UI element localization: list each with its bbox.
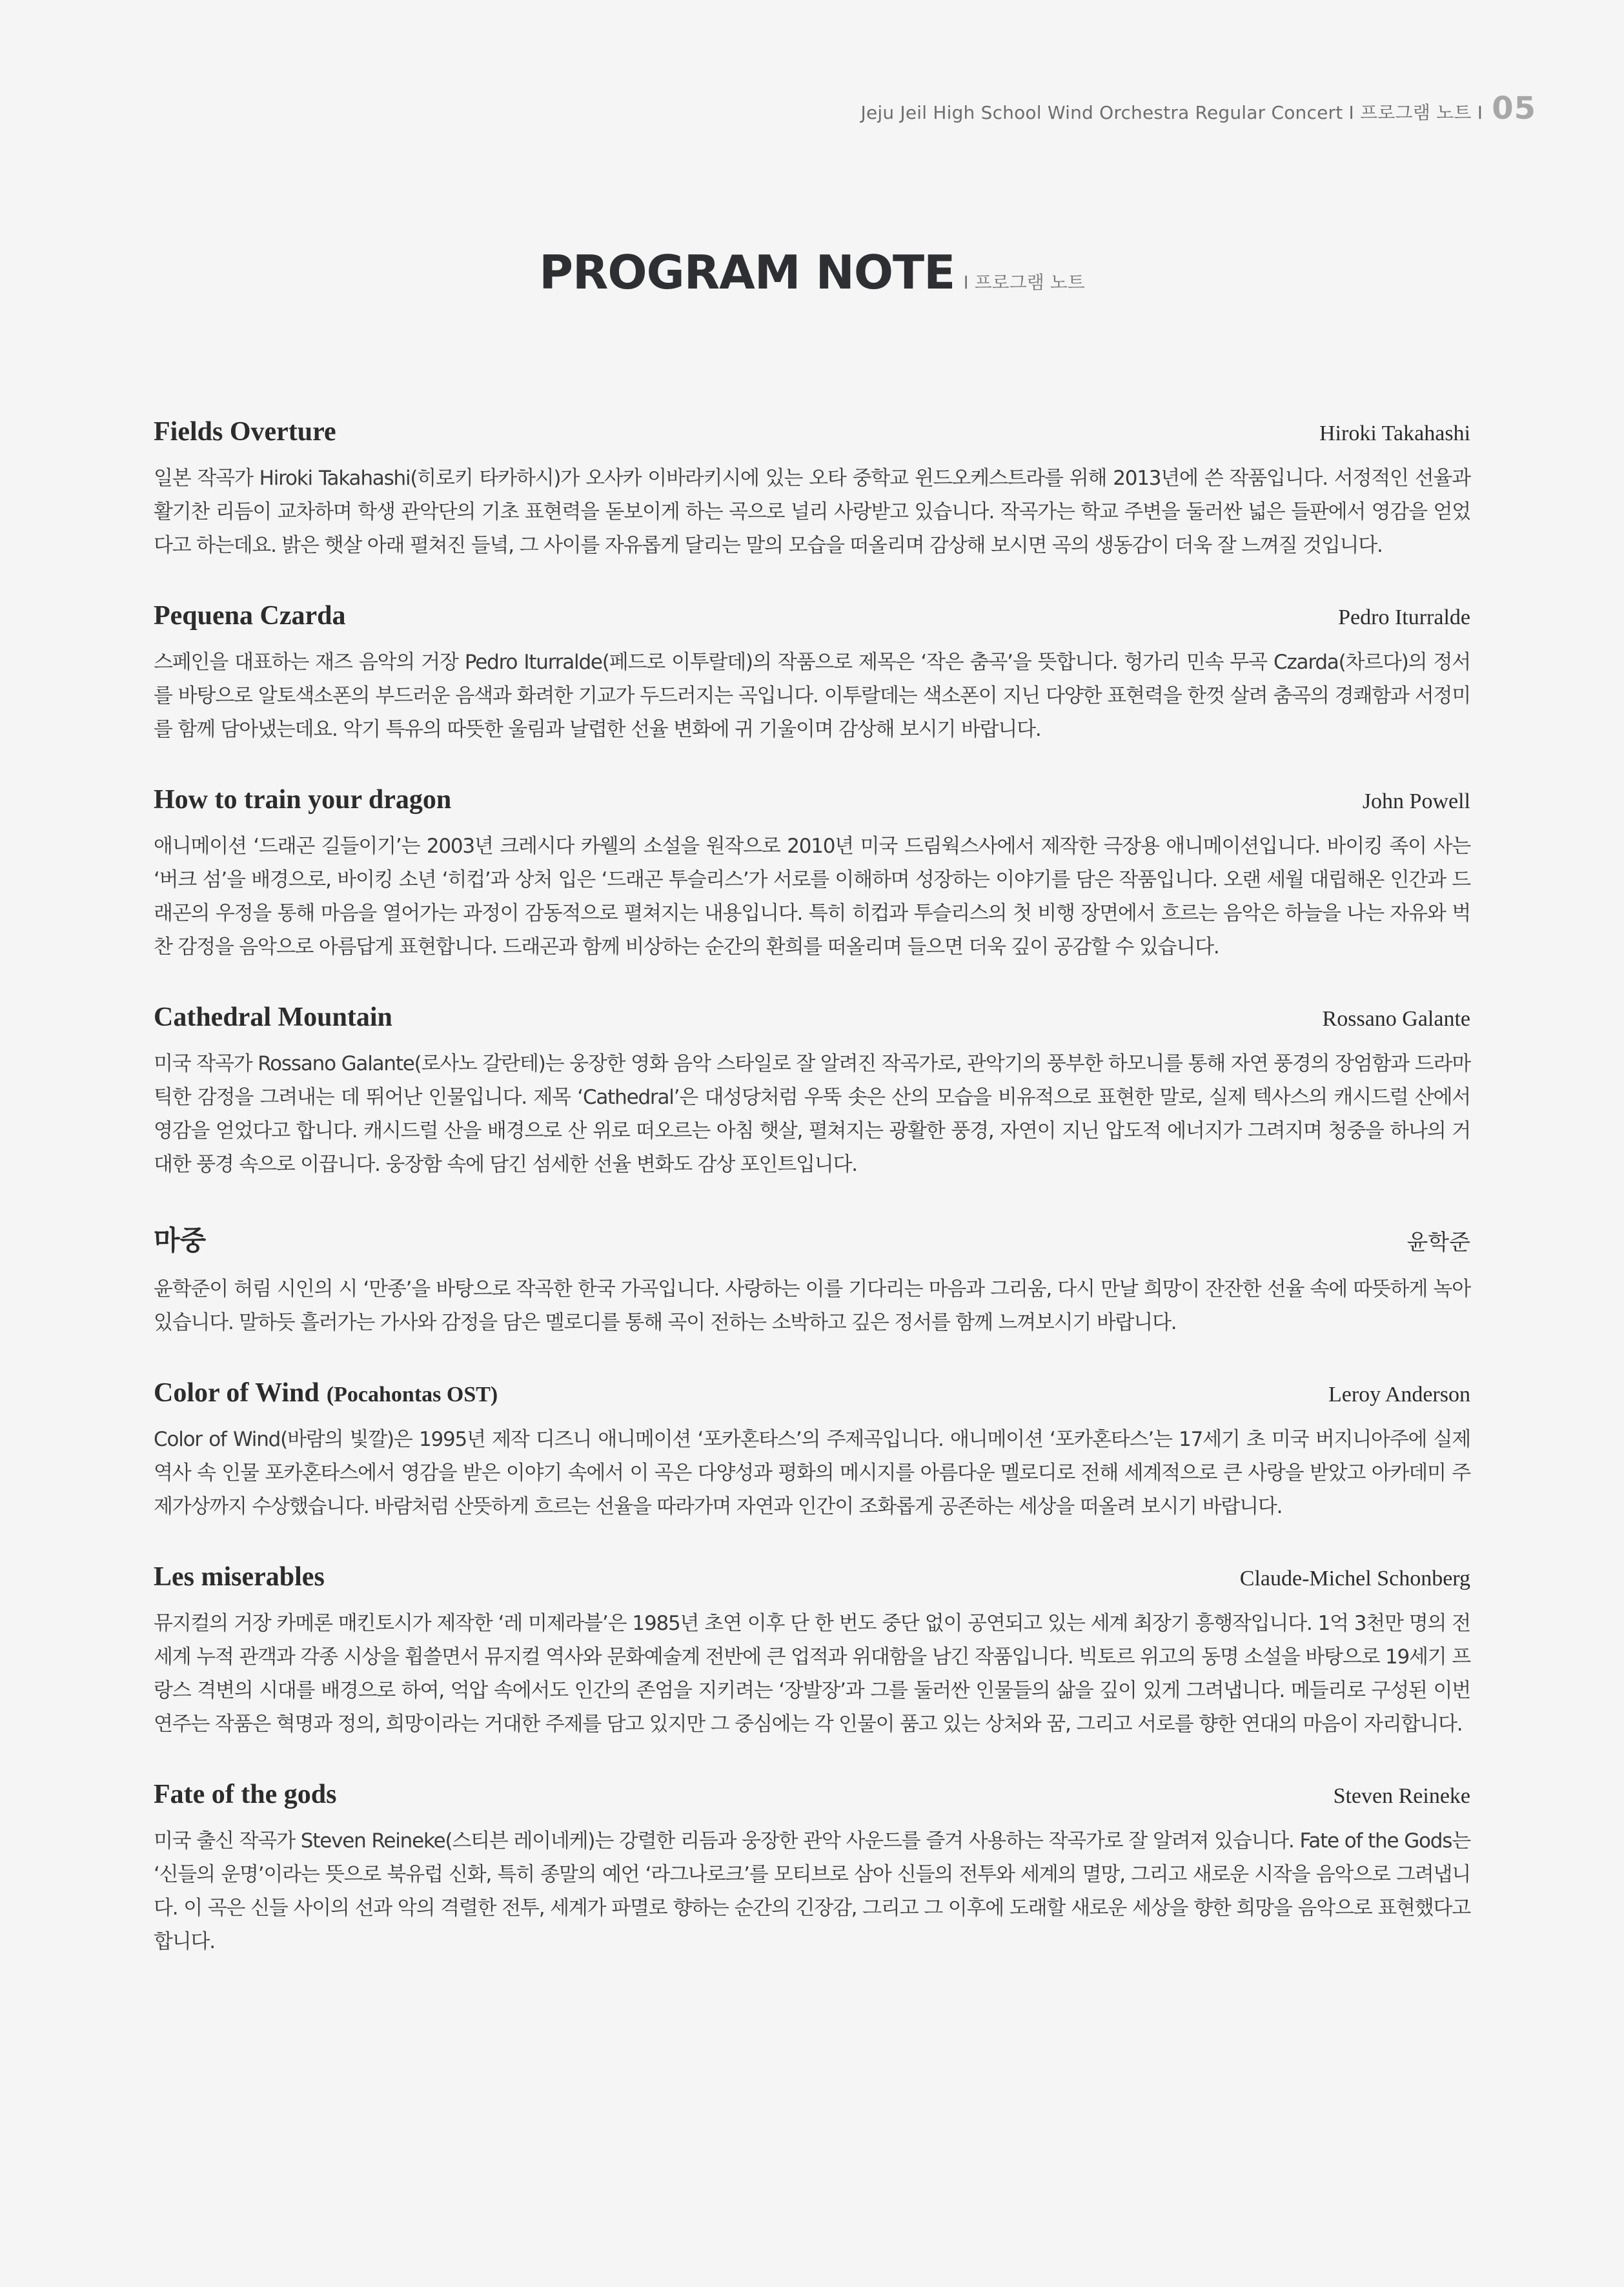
program-item-header [154,1779,1470,1810]
piece-title: Cathedral Mountain [154,1002,392,1032]
piece-title-group [154,1377,498,1408]
piece-title-group [154,1002,392,1033]
program-item [154,416,1470,562]
program-item-header [154,1561,1470,1592]
program-item-header [154,1219,1470,1258]
piece-composer: Rossano Galante [1322,1007,1470,1031]
program-item-header [154,600,1470,631]
piece-description: 애니메이션 ‘드래곤 길들이기’는 2003년 크레시다 카웰의 소설을 원작으로 2010년 미국 드림웍스사에서 제작한 극장용 애니메이션입니다. 바이킹 족이 사는 ‘버크 섬’을 배경으로, 바이킹 소년 ‘히컵’과 상처 입은 ‘드래곤 투슬리스’가 서로를 이해하며 성장하는 이야기를 담은 작품입니다. 오랜 세월 대립해온 인간과 드래곤의 우정을 통해 마음을 열어가는 과정이 감동적으로 펼쳐지는 내용입니다. 특히 히컵과 투슬리스의 첫 비행 장면에서 흐르는 음악은 하늘을 나는 자유와 벅찬 감정을 음악으로 아름답게 표현합니다. 드래곤과 함께 비상하는 순간의 환희를 떠올리며 들으면 더욱 깊이 공감할 수 있습니다. [154,835,1470,959]
piece-description: 미국 출신 작곡가 Steven Reineke(스티븐 레이네케)는 강렬한 리듬과 웅장한 관악 사운드를 즐겨 사용하는 작곡가로 잘 알려져 있습니다. Fate of the Gods는 ‘신들의 운명’이라는 뜻으로 북유럽 신화, 특히 종말의 예언 ‘라그나로크’를 모티브로 삼아 신들의 전투와 세계의 멸망, 그리고 새로운 시작을 음악으로 그려냅니다. 이 곡은 신들 사이의 선과 악의 격렬한 전투, 세계가 파멸로 향하는 순간의 긴장감, 그리고 그 이후에 도래할 새로운 세상을 향한 희망을 음악으로 표현했다고 합니다. [154,1829,1470,1953]
page-number: 05 [1492,90,1536,127]
piece-description: 스페인을 대표하는 재즈 음악의 거장 Pedro Iturralde(페드로 이투랄데)의 작품으로 제목은 ‘작은 춤곡’을 뜻합니다. 헝가리 민속 무곡 Czarda(차르다)의 정서를 바탕으로 알토색소폰의 부드러운 음색과 화려한 기교가 두드러지는 곡입니다. 이투랄데는 색소폰이 지닌 다양한 표현력을 한껏 살려 춤곡의 경쾌함과 서정미를 함께 담아냈는데요. 악기 특유의 따뜻한 울림과 날렵한 선율 변화에 귀 기울이며 감상해 보시기 바랍니다. [154,651,1470,741]
piece-description: 미국 작곡가 Rossano Galante(로사노 갈란테)는 웅장한 영화 음악 스타일로 잘 알려진 작곡가로, 관악기의 풍부한 하모니를 통해 자연 풍경의 장엄함과 드라마틱한 감정을 그려내는 데 뛰어난 인물입니다. 제목 ‘Cathedral’은 대성당처럼 우뚝 솟은 산의 모습을 비유적으로 표현한 말로, 실제 텍사스의 캐시드럴 산에서 영감을 얻었다고 합니다. 캐시드럴 산을 배경으로 산 위로 떠오르는 아침 햇살, 펼쳐지는 광활한 풍경, 자연이 지닌 압도적 에너지가 그려지며 청중을 하나의 거대한 풍경 속으로 이끕니다. 웅장함 속에 담긴 섬세한 선율 변화도 감상 포인트입니다. [154,1052,1470,1176]
program-item [154,1002,1470,1181]
program-item-header [154,784,1470,815]
piece-title: Pequena Czarda [154,601,346,631]
program-item [154,600,1470,746]
piece-description: 일본 작곡가 Hiroki Takahashi(히로키 타카하시)가 오사카 이바라키시에 있는 오타 중학교 윈드오케스트라를 위해 2013년에 쓴 작품입니다. 서정적인 선율과 활기찬 리듬이 교차하며 학생 관악단의 기초 표현력을 돋보이게 하는 곡으로 널리 사랑받고 있습니다. 작곡가는 학교 주변을 둘러싼 넓은 들판에서 영감을 얻었다고 하는데요. 밝은 햇살 아래 펼쳐진 들녘, 그 사이를 자유롭게 달리는 말의 모습을 떠올리며 감상해 보시면 곡의 생동감이 더욱 잘 느껴질 것입니다. [154,467,1470,557]
piece-composer: Hiroki Takahashi [1319,422,1470,445]
piece-title: Les miserables [154,1562,325,1592]
piece-description: 뮤지컬의 거장 카메론 매킨토시가 제작한 ‘레 미제라블’은 1985년 초연 이후 단 한 번도 중단 없이 공연되고 있는 세계 최장기 흥행작입니다. 1억 3천만 명의 전 세계 누적 관객과 각종 시상을 휩쓸면서 뮤지컬 역사와 문화예술계 전반에 큰 업적과 위대함을 남긴 작품입니다. 빅토르 위고의 동명 소설을 바탕으로 19세기 프랑스 격변의 시대를 배경으로 하여, 억압 속에서도 인간의 존엄을 지키려는 ‘장발장’과 그를 둘러싼 인물들의 삶을 깊이 있게 그려냅니다. 메들리로 구성된 이번 연주는 작품은 혁명과 정의, 희망이라는 거대한 주제를 담고 있지만 그 중심에는 각 인물이 품고 있는 상처와 꿈, 그리고 서로를 향한 연대의 마음이 자리합니다. [154,1612,1470,1736]
piece-title-group [154,1219,206,1258]
program-item [154,1219,1470,1339]
piece-title-group [154,1561,325,1592]
piece-title: Color of Wind [154,1378,320,1408]
piece-title: Fate of the gods [154,1780,337,1809]
piece-description: Color of Wind(바람의 빛깔)은 1995년 제작 디즈니 애니메이션 ‘포카혼타스’의 주제곡입니다. 애니메이션 ‘포카혼타스’는 17세기 초 미국 버지니아주에 실제 역사 속 인물 포카혼타스에서 영감을 받은 이야기 속에서 이 곡은 다양성과 평화의 메시지를 아름다운 멜로디로 전해 세계적으로 큰 사랑을 받았고 아카데미 주제가상까지 수상했습니다. 바람처럼 산뜻하게 흐르는 선율을 따라가며 자연과 인간이 조화롭게 공존하는 세상을 떠올려 보시기 바랍니다. [154,1428,1470,1518]
program-item-header [154,416,1470,447]
program-item [154,1377,1470,1523]
piece-composer: Pedro Iturralde [1338,605,1470,629]
piece-title: How to train your dragon [154,785,452,815]
page-header [860,90,1536,127]
program-item-header [154,1377,1470,1408]
page-title [0,245,1624,300]
program-list [154,416,1470,1997]
piece-description: 윤학준이 허림 시인의 시 ‘만종’을 바탕으로 작곡한 한국 가곡입니다. 사랑하는 이를 기다리는 마음과 그리움, 다시 만날 희망이 잔잔한 선율 속에 따뜻하게 녹아 있습니다. 말하듯 흘러가는 가사와 감정을 담은 멜로디를 통해 곡이 전하는 소박하고 깊은 정서를 함께 느껴보시기 바랍니다. [154,1277,1470,1334]
piece-subtitle: (Pocahontas OST) [326,1383,498,1407]
page-title-main: PROGRAM NOTE [539,245,955,300]
program-item [154,784,1470,964]
piece-title-group [154,416,336,447]
piece-title: 마중 [154,1226,207,1256]
header-text: Jeju Jeil High School Wind Orchestra Regular Concert I 프로그램 노트 I [860,102,1483,123]
program-item [154,1561,1470,1741]
program-item [154,1779,1470,1958]
piece-title-group [154,600,346,631]
piece-composer: 윤학준 [1406,1231,1470,1255]
piece-title: Fields Overture [154,417,336,447]
page-title-sub: I 프로그램 노트 [963,272,1085,293]
piece-composer: Claude-Michel Schonberg [1239,1567,1470,1591]
piece-composer: John Powell [1362,789,1470,813]
program-item-header [154,1002,1470,1033]
piece-title-group [154,1779,336,1810]
piece-composer: Leroy Anderson [1328,1383,1470,1407]
piece-composer: Steven Reineke [1333,1784,1470,1808]
piece-title-group [154,784,451,815]
